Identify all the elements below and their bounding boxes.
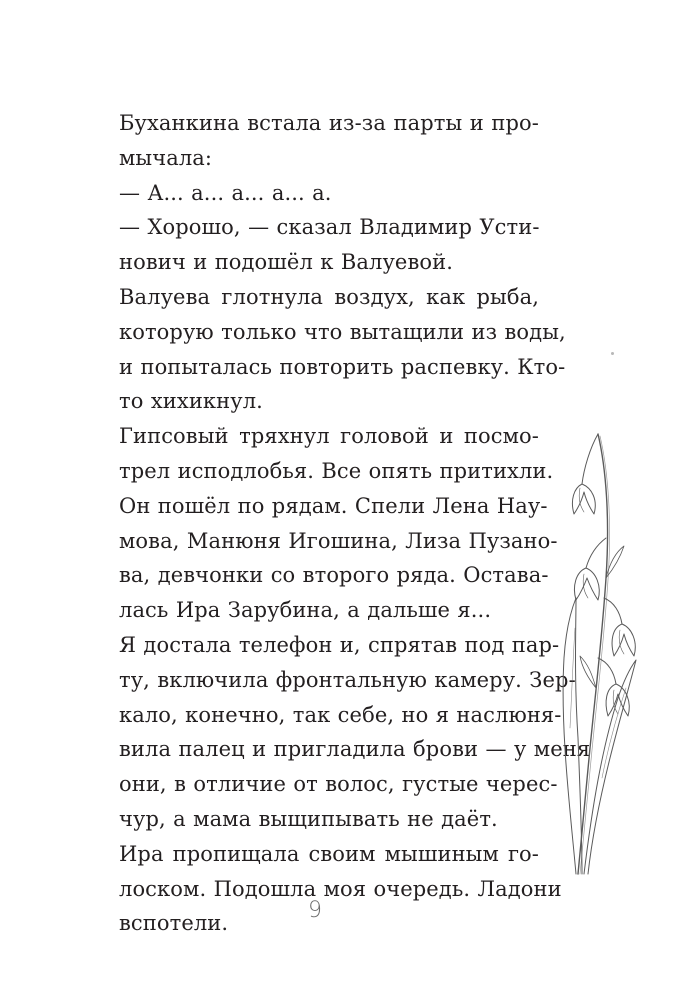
text-line: ту, включила фронтальную камеру. Зер- [119, 667, 576, 692]
text-line: Ира пропищала своим мышиным го- [119, 841, 539, 866]
paragraph-7 [119, 837, 562, 941]
text-line: лоском. Подошла моя очередь. Ладони [119, 876, 562, 901]
text-line: Я достала телефон и, спрятав под пар- [119, 632, 560, 657]
body-text [119, 106, 591, 941]
text-line: Он пошёл по рядам. Спели Лена Нау- [119, 493, 548, 518]
text-line: нович и подошёл к Валуевой. [119, 250, 453, 275]
snowdrop-flower-sketch-icon [540, 428, 640, 880]
text-line: вспотели. [119, 911, 229, 936]
text-line: то хихикнул. [119, 389, 263, 414]
text-line: вила палец и пригладила брови — у меня [119, 737, 591, 762]
text-line: мова, Манюня Игошина, Лиза Пузано- [119, 528, 558, 553]
text-line: Гипсовый тряхнул головой и посмо- [119, 424, 539, 449]
text-line: чур, а мама выщипывать не даёт. [119, 806, 498, 831]
paper-speck [611, 352, 614, 355]
text-line: которую только что вытащили из воды, [119, 319, 566, 344]
text-line: и попыталась повторить распевку. Кто- [119, 354, 566, 379]
text-line: мычала: [119, 145, 213, 170]
text-line: трел исподлобья. Все опять притихли. [119, 458, 554, 483]
text-line: — Хорошо, — сказал Владимир Усти- [119, 215, 540, 240]
text-line: ва, девчонки со второго ряда. Остава- [119, 563, 549, 588]
paragraph-4 [119, 280, 566, 419]
text-line: Буханкина встала из-за парты и про- [119, 111, 539, 135]
paragraph-6 [119, 628, 591, 837]
page-number: 9 [308, 898, 322, 923]
text-line: лась Ира Зарубина, а дальше я... [119, 598, 492, 623]
paragraph-5 [119, 419, 558, 628]
text-line: — А... а... а... а... а. [119, 180, 332, 205]
paragraph-3 [119, 210, 539, 280]
paragraph-1 [119, 106, 539, 176]
text-line: они, в отличие от волос, густые черес- [119, 772, 558, 797]
paragraph-2 [119, 176, 539, 211]
text-line: кало, конечно, так себе, но я наслюня- [119, 702, 562, 727]
text-line: Валуева глотнула воздух, как рыба, [119, 284, 539, 309]
